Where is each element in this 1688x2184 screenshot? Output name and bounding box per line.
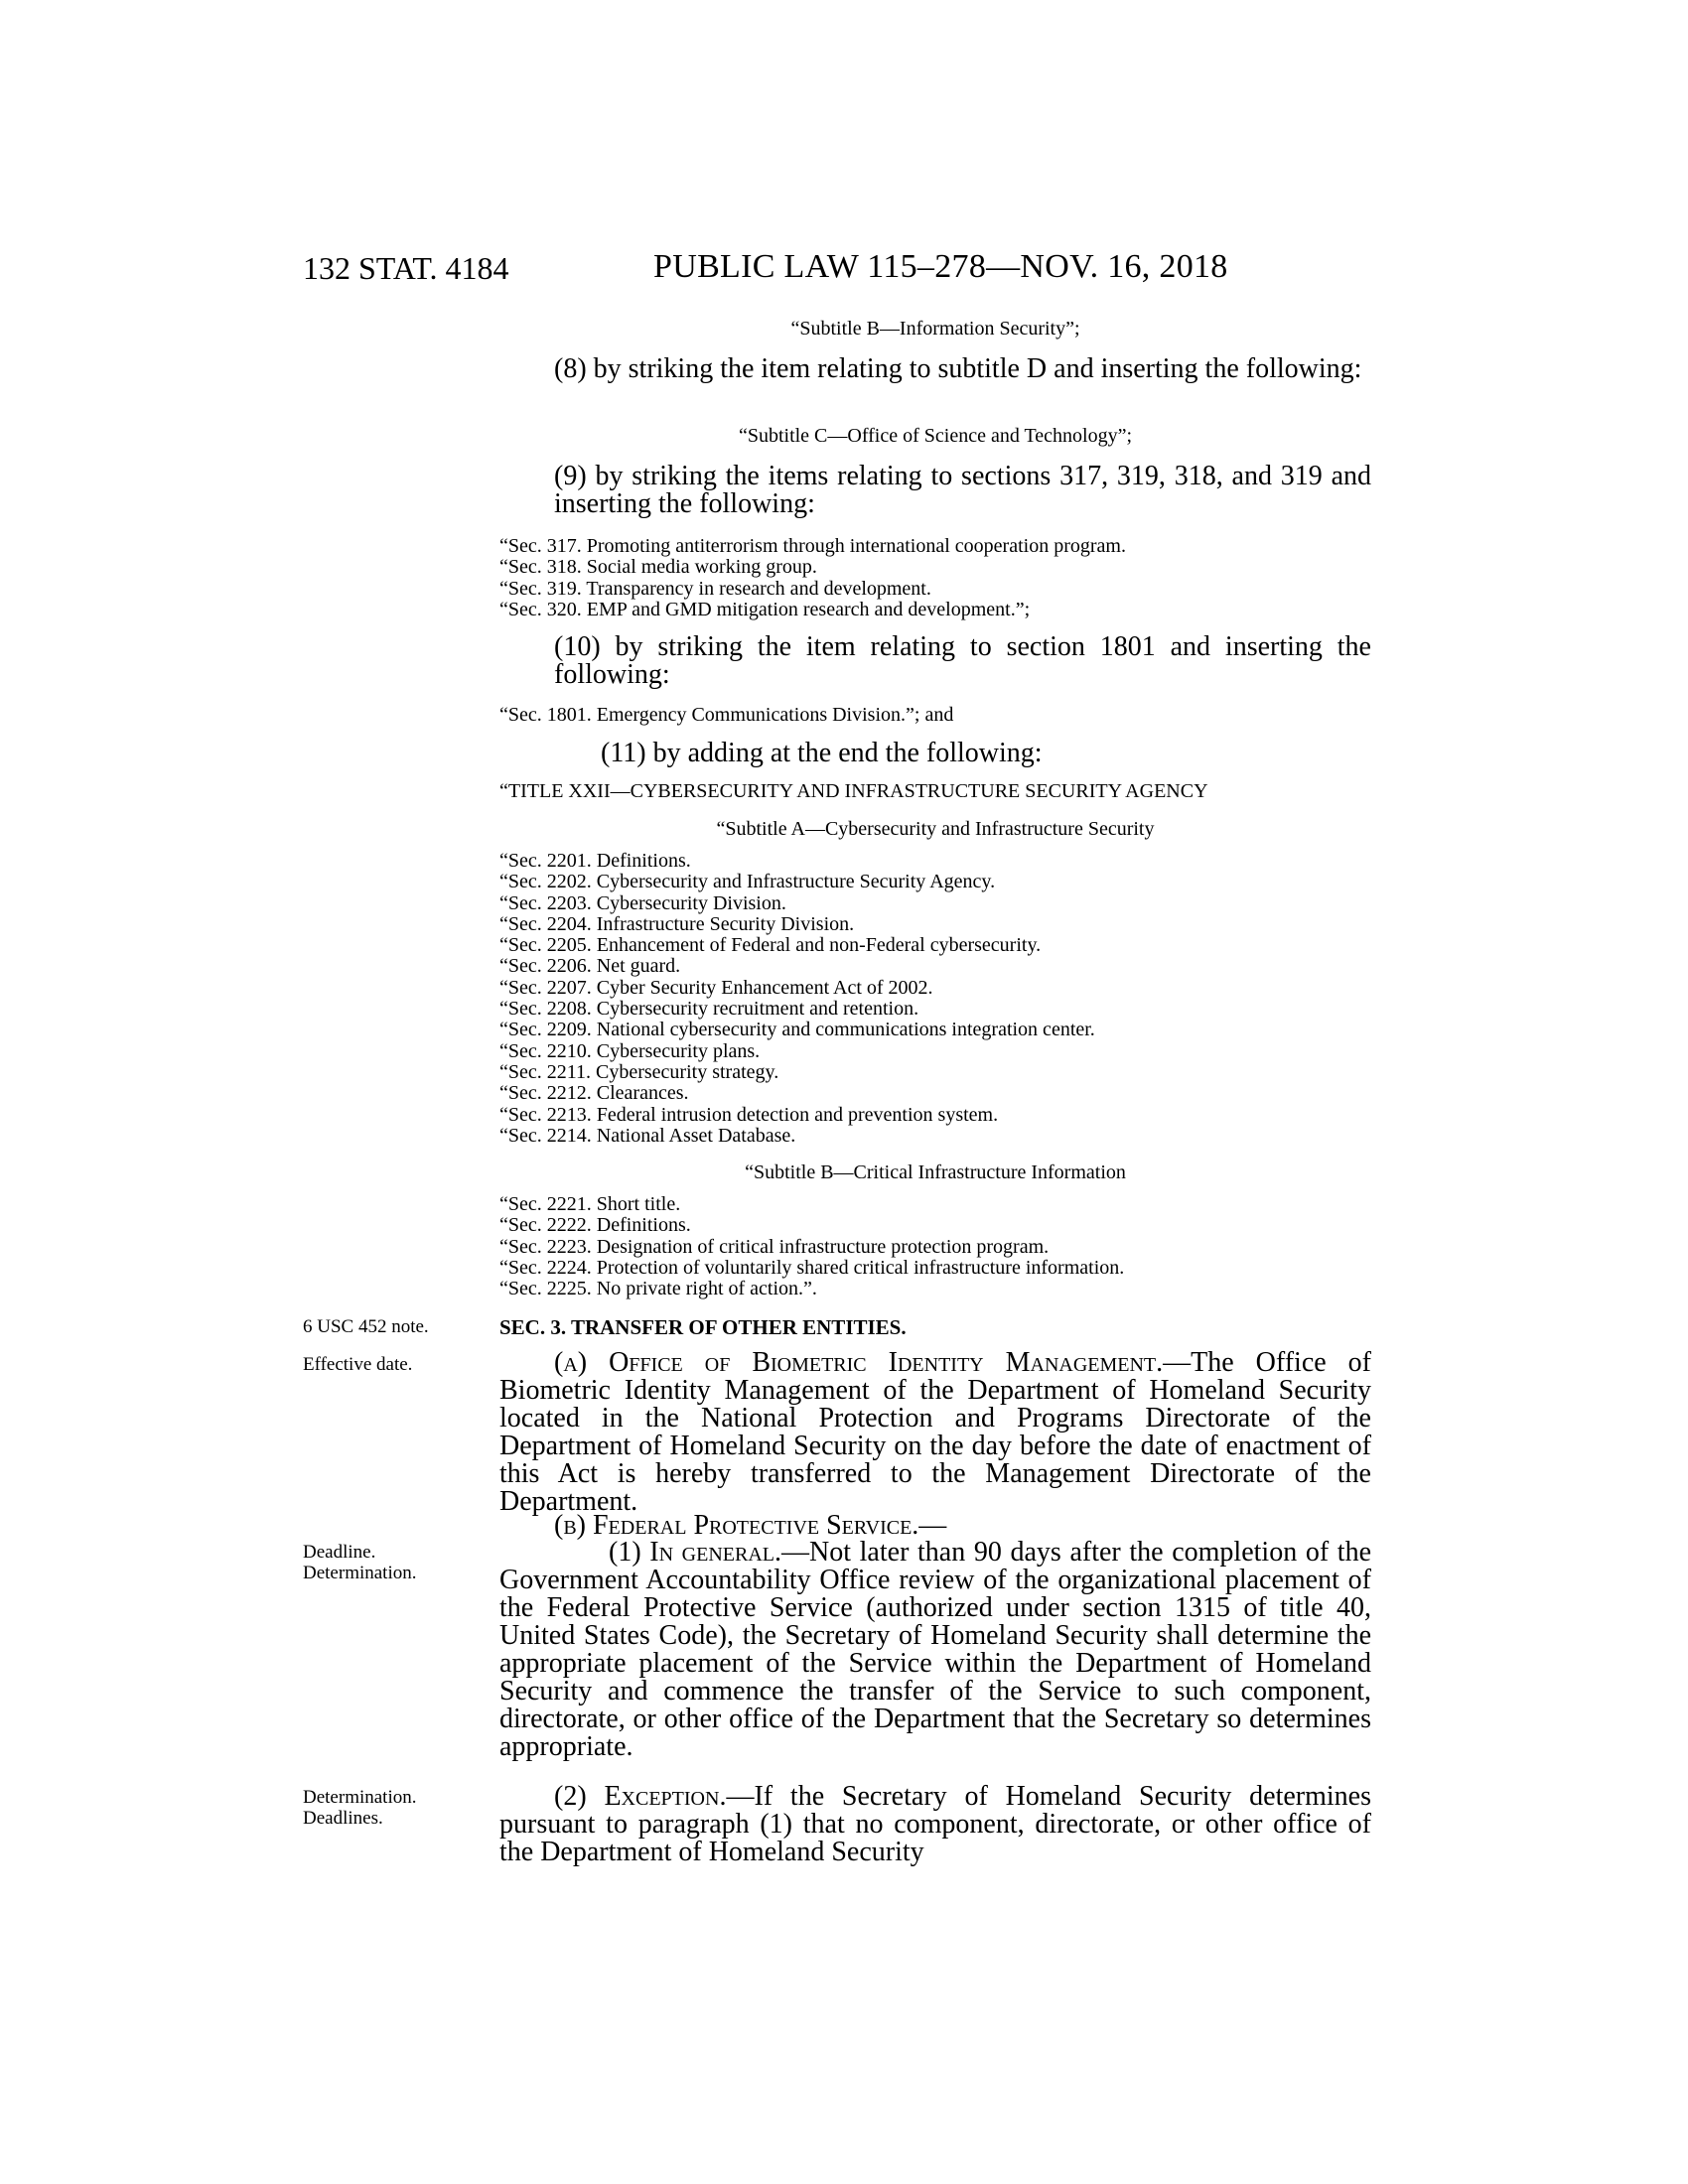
toc-line: “Sec. 2211. Cybersecurity strategy. bbox=[499, 1060, 779, 1083]
title-xxii-heading: “TITLE XXII—CYBERSECURITY AND INFRASTRUCTURE SECURITY AGENCY bbox=[499, 780, 1208, 802]
subtitle-c-science-technology: “Subtitle C—Office of Science and Technology”; bbox=[738, 425, 1133, 447]
toc-line: “Sec. 2204. Infrastructure Security Division. bbox=[499, 912, 855, 935]
subtitle-b-information-security: “Subtitle B—Information Security”; bbox=[790, 318, 1080, 340]
toc-line: “Sec. 2210. Cybersecurity plans. bbox=[499, 1039, 761, 1062]
paragraph-b1-heading: (1) In general. bbox=[609, 1537, 782, 1568]
toc-line: “Sec. 317. Promoting antiterrorism through international cooperation program. bbox=[499, 535, 1126, 557]
subsection-b-heading: (b) Federal Protective Service. bbox=[554, 1510, 919, 1541]
toc-line: “Sec. 2223. Designation of critical infrastructure protection program. bbox=[499, 1235, 1050, 1258]
subtitle-b-cii-heading: “Subtitle B—Critical Infrastructure Information bbox=[745, 1161, 1126, 1183]
subsection-a bbox=[499, 1349, 1371, 1516]
margin-note-group-2 bbox=[303, 1787, 417, 1829]
toc-subtitle-a bbox=[499, 851, 1371, 1147]
stat-citation: 132 STAT. 4184 bbox=[303, 250, 509, 286]
margin-note-usc: 6 USC 452 note. bbox=[303, 1316, 429, 1337]
toc-line: “Sec. 2221. Short title. bbox=[499, 1193, 681, 1215]
subsection-a-text: —The Office of Biometric Identity Management of the Department of Homeland Security located in the National Protection and Programs Directorate of the Department of Homeland Security on the day before the date of enactment of this Act is hereby transferred to the Management Directorate of the Department. bbox=[499, 1347, 1371, 1517]
paragraph-8-text: (8) by striking the item relating to subtitle D and inserting the following: bbox=[554, 353, 1362, 384]
toc-section-1801: “Sec. 1801. Emergency Communications Division.”; and bbox=[499, 704, 954, 726]
toc-line: “Sec. 319. Transparency in research and development. bbox=[499, 577, 931, 600]
paragraph-b2-text: —If the Secretary of Homeland Security determines pursuant to paragraph (1) that no component, directorate, or other office of the Department of Homeland Security bbox=[499, 1781, 1371, 1867]
subtitle-a-heading: “Subtitle A—Cybersecurity and Infrastructure Security bbox=[716, 818, 1155, 840]
toc-line: “Sec. 320. EMP and GMD mitigation research and development.”; bbox=[499, 598, 1031, 620]
paragraph-b2-heading: (2) Exception. bbox=[554, 1781, 727, 1812]
section-3-heading: SEC. 3. TRANSFER OF OTHER ENTITIES. bbox=[499, 1315, 907, 1339]
paragraph-10-text: (10) by striking the item relating to section 1801 and inserting the following: bbox=[554, 631, 1371, 690]
toc-subtitle-b bbox=[499, 1194, 1371, 1299]
toc-line: “Sec. 2202. Cybersecurity and Infrastructure Security Agency. bbox=[499, 871, 996, 893]
paragraph-9 bbox=[499, 463, 1371, 518]
toc-line: “Sec. 2208. Cybersecurity recruitment and retention. bbox=[499, 998, 919, 1021]
toc-line: “Sec. 2205. Enhancement of Federal and non-Federal cybersecurity. bbox=[499, 934, 1042, 957]
toc-line: “Sec. 2206. Net guard. bbox=[499, 955, 681, 978]
toc-line: “Sec. 2225. No private right of action.”. bbox=[499, 1278, 817, 1300]
paragraph-b1 bbox=[499, 1539, 1371, 1761]
toc-line: “Sec. 2214. National Asset Database. bbox=[499, 1124, 796, 1147]
margin-note-deadline: Deadline. bbox=[303, 1542, 376, 1563]
paragraph-8 bbox=[499, 355, 1371, 383]
toc-sections-317-320 bbox=[499, 536, 1371, 620]
subsection-b-heading-line bbox=[499, 1512, 1371, 1540]
margin-note-determination: Determination. bbox=[303, 1563, 417, 1583]
paragraph-9-text: (9) by striking the items relating to sections 317, 319, 318, and 319 and inserting the following: bbox=[554, 461, 1371, 519]
margin-note-determination: Determination. bbox=[303, 1787, 417, 1808]
toc-line: “Sec. 2203. Cybersecurity Division. bbox=[499, 891, 786, 914]
paragraph-b1-text: —Not later than 90 days after the completion of the Government Accountability Office review of the organizational placement of the Federal Protective Service (authorized under section 1315 of title 40, United States Code), the Secretary of Homeland Security shall determine the appropriate placement of the Service within the Department of Homeland Security and commence the transfer of the Service to such component, directorate, or other office of the Department that the Secretary so determines appropriate. bbox=[499, 1537, 1371, 1762]
toc-line: “Sec. 2212. Clearances. bbox=[499, 1082, 689, 1105]
paragraph-11: (11) by adding at the end the following: bbox=[601, 738, 1043, 768]
toc-line: “Sec. 318. Social media working group. bbox=[499, 556, 817, 579]
toc-line: “Sec. 2224. Protection of voluntarily shared critical infrastructure information. bbox=[499, 1256, 1125, 1279]
margin-note-effective-date: Effective date. bbox=[303, 1354, 413, 1375]
margin-note-group-1 bbox=[303, 1542, 417, 1583]
subsection-a-heading: (a) Office of Biometric Identity Management. bbox=[554, 1347, 1164, 1378]
paragraph-b2 bbox=[499, 1783, 1371, 1866]
paragraph-10 bbox=[499, 633, 1371, 689]
toc-line: “Sec. 2201. Definitions. bbox=[499, 850, 691, 872]
toc-line: “Sec. 2207. Cyber Security Enhancement Act of 2002. bbox=[499, 976, 933, 999]
toc-line: “Sec. 2209. National cybersecurity and communications integration center. bbox=[499, 1019, 1095, 1041]
toc-line: “Sec. 2222. Definitions. bbox=[499, 1214, 691, 1237]
subsection-b-dash: — bbox=[918, 1510, 947, 1541]
margin-note-deadlines: Deadlines. bbox=[303, 1808, 383, 1829]
page-title: PUBLIC LAW 115–278—NOV. 16, 2018 bbox=[653, 248, 1228, 285]
toc-line: “Sec. 2213. Federal intrusion detection and prevention system. bbox=[499, 1103, 999, 1126]
